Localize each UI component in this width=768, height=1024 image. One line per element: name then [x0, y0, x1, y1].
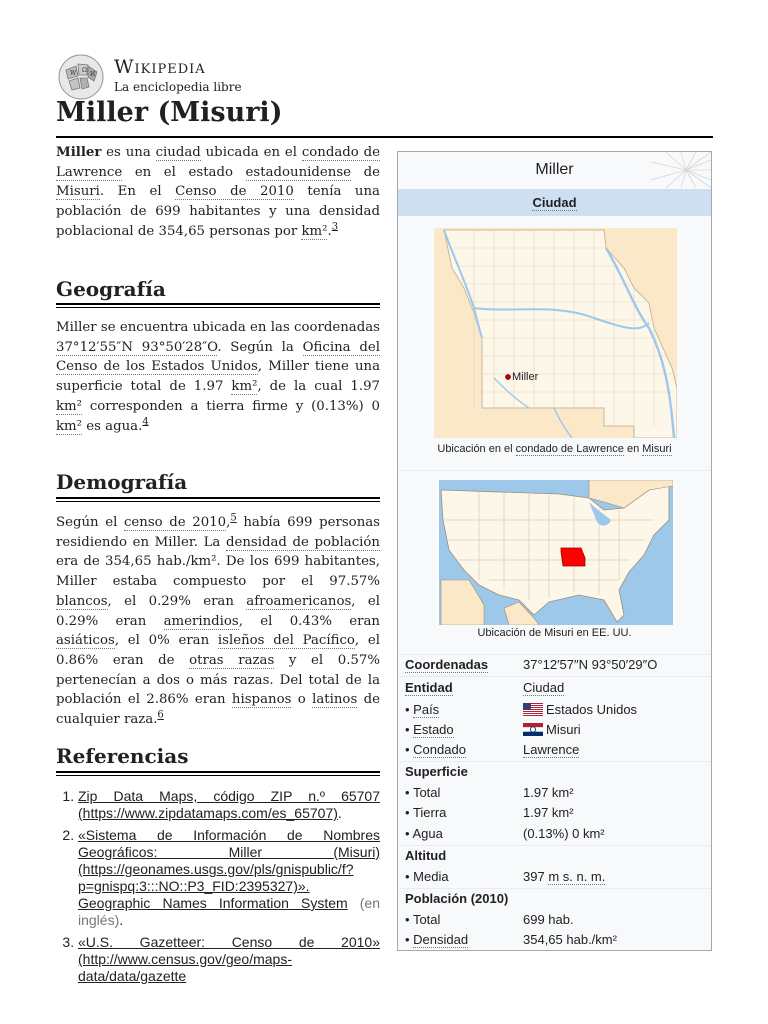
link-amerindios[interactable]: amerindios: [163, 613, 239, 629]
map1-caption: Ubicación en el condado de Lawrence en Misuri: [437, 443, 672, 455]
poblacion-total-label: Total: [412, 912, 441, 927]
wikipedia-tagline: La enciclopedia libre: [114, 80, 242, 94]
infobox-row-entidad: [398, 678, 711, 698]
usa-locator-map[interactable]: [439, 480, 673, 625]
infobox-row-superficie: [398, 762, 711, 782]
link-km2[interactable]: km²: [231, 379, 258, 395]
reference-link[interactable]: Zip Data Maps, código ZIP n.º 65707 (https://www.zipdatamaps.com/es_65707): [78, 788, 380, 821]
reference-item: 2. «Sistema de Información de Nombres Geográficos: Miller (Misuri) (https://geonames.usgs.gov/pls/gnispublic/f?p=gnispq:3:::NO::P3_FID:2395327)». Geographic Names Information System (en inglés).: [78, 827, 380, 929]
infobox-title: Miller: [398, 152, 711, 188]
svg-text:W: W: [70, 70, 77, 77]
link-estadounidense[interactable]: estadounidense: [245, 164, 352, 180]
link-latinos[interactable]: latinos: [312, 692, 358, 708]
svg-text:Ω: Ω: [82, 67, 87, 74]
tierra-value: 1.97 km²: [523, 805, 574, 820]
link-oficina-censo[interactable]: Oficina del Censo de los Estados Unidos: [56, 339, 380, 375]
heading-geografia: Geografía: [56, 277, 166, 301]
infobox-row-media: • Media 397 m s. n. m.: [405, 869, 606, 884]
entidad-value[interactable]: Ciudad: [523, 680, 565, 695]
poblacion-label: Población (2010): [405, 891, 509, 906]
superficie-label: Superficie: [405, 764, 468, 779]
starburst-decoration-icon: [641, 152, 711, 188]
title-divider: [56, 136, 713, 138]
link-misuri[interactable]: Misuri: [56, 184, 100, 200]
reference-link[interactable]: «Sistema de Información de Nombres Geográficos: Miller (Misuri) (https://geonames.usgs.gov/pls/gnispublic/f?p=gnispq:3:::NO::P3_FID:2395327)». Geographic Names Information System: [78, 827, 380, 911]
infobox-row-estado: • Estado Misuri: [405, 722, 581, 737]
geografia-paragraph: Miller se encuentra ubicada en las coordenadas 37°12′55″N 93°50′28″O. Según la Oficina del Censo de los Estados Unidos, Miller tiene una superficie total de 1.97 km², de la cual 1.97 km² corresponden a tierra firme y (0.13%) 0 km² es agua.$^4$: [56, 320, 380, 434]
link-km2[interactable]: km²: [56, 398, 82, 414]
pais-label[interactable]: País: [413, 702, 440, 717]
ref-4[interactable]: 4: [142, 416, 149, 428]
densidad-label[interactable]: Densidad: [413, 932, 469, 947]
heading-rule: [56, 771, 380, 776]
reference-link[interactable]: «U.S. Gazetteer: Censo de 2010» (http://www.census.gov/geo/maps-data/data/gazette: [78, 934, 380, 984]
demografia-paragraph: Según el censo de 2010,$^5$ había 699 personas residiendo en Miller. La densidad de población era de 354,65 hab./km². De los 699 habitantes, Miller estaba compuesto por el 97.57% blancos, el 0.29% eran afroamericanos, el 0.29% eran amerindios, el 0.43% eran asiáticos, el 0% eran isleños del Pacífico, el 0.86% eran de otras razas y el 0.57% pertenecían a dos o más razas. Del total de la población el 2.86% eran hispanos o latinos de cualquier raza.$^6$: [56, 512, 381, 728]
infobox-row-altitud: [398, 846, 711, 866]
pais-value[interactable]: Estados Unidos: [546, 702, 638, 717]
media-label: Media: [413, 869, 449, 884]
link-condado[interactable]: condado de Lawrence: [56, 145, 380, 180]
link-hispanos[interactable]: hispanos: [231, 692, 292, 708]
condado-label[interactable]: Condado: [413, 742, 466, 757]
media-number: 397: [523, 869, 549, 884]
usa-flag-icon: [523, 703, 543, 716]
missouri-flag-icon: [523, 723, 543, 736]
entidad-label[interactable]: Entidad: [405, 680, 453, 695]
link-ciudad[interactable]: ciudad: [155, 145, 201, 160]
subject-name: Miller: [56, 145, 102, 160]
condado-value[interactable]: Lawrence: [523, 742, 580, 757]
missouri-locator-map[interactable]: [434, 228, 677, 438]
infobox: [397, 151, 712, 951]
link-densidad-poblacion[interactable]: densidad de población: [225, 534, 380, 550]
densidad-value: 354,65 hab./km²: [523, 932, 617, 947]
infobox-type-band: [398, 189, 711, 216]
link-ciudad[interactable]: Ciudad: [532, 195, 577, 210]
link-coordenadas[interactable]: 37°12′55″N 93°50′28″O: [56, 339, 218, 355]
svg-text:И: И: [90, 71, 96, 78]
link-misuri[interactable]: Misuri: [642, 443, 672, 455]
agua-label: Agua: [412, 826, 443, 841]
agua-value: (0.13%) 0 km²: [523, 826, 605, 841]
infobox-row-agua: • Agua (0.13%) 0 km²: [405, 826, 605, 841]
link-condado-lawrence[interactable]: condado de Lawrence: [515, 443, 624, 455]
heading-rule: [56, 497, 380, 502]
infobox-row-densidad: • Densidad 354,65 hab./km²: [405, 932, 617, 947]
link-afroamericanos[interactable]: afroamericanos: [246, 593, 352, 609]
estado-label[interactable]: Estado: [413, 722, 454, 737]
ref-3[interactable]: 3: [331, 221, 339, 233]
references-list: [56, 788, 380, 990]
link-asiaticos[interactable]: asiáticos: [56, 633, 115, 649]
link-censo-2010[interactable]: censo de 2010: [123, 515, 227, 530]
infobox-row-superficie-total: • Total 1.97 km²: [405, 785, 574, 800]
poblacion-total-value: 699 hab.: [523, 912, 574, 927]
link-censo-2010[interactable]: Censo de 2010: [175, 184, 294, 200]
altitud-label: Altitud: [405, 848, 447, 863]
link-km2[interactable]: km²: [301, 223, 328, 239]
reference-item: 1. Zip Data Maps, código ZIP n.º 65707 (https://www.zipdatamaps.com/es_65707).: [78, 788, 380, 822]
superficie-total-value: 1.97 km²: [523, 785, 574, 800]
infobox-row-poblacion: [398, 889, 711, 909]
estado-value[interactable]: Misuri: [546, 722, 581, 737]
intro-paragraph: Miller es una ciudad ubicada en el condado de Lawrence en el estado estadounidense de Misuri. En el Censo de 2010 tenía una población de 699 habitantes y una densidad poblacional de 354,65 personas por km².$^3$: [56, 145, 380, 239]
link-km2[interactable]: km²: [56, 418, 82, 434]
heading-referencias: Referencias: [56, 744, 189, 768]
ref-6[interactable]: 6: [157, 709, 164, 721]
heading-rule: [56, 303, 380, 308]
superficie-total-label: Total: [412, 785, 441, 800]
heading-demografia: Demografía: [56, 470, 188, 494]
page-title: Miller (Misuri): [56, 97, 283, 128]
msnm-link[interactable]: m s. n. m.: [548, 869, 606, 884]
tierra-label: Tierra: [412, 805, 447, 820]
map-city-label: Miller: [512, 371, 539, 383]
link-otras-razas[interactable]: otras razas: [189, 652, 275, 668]
infobox-row-condado: • Condado Lawrence: [405, 742, 580, 757]
coordenadas-label[interactable]: Coordenadas: [405, 657, 489, 672]
wikipedia-wordmark[interactable]: Wikipedia: [114, 56, 206, 78]
link-blancos[interactable]: blancos: [56, 593, 108, 609]
coordenadas-value[interactable]: 37°12′57″N 93°50′29″O: [523, 657, 658, 672]
infobox-row-pais: • País Estados Unidos: [405, 702, 638, 717]
wikipedia-globe-icon[interactable]: [56, 52, 106, 102]
map2-caption: Ubicación de Misuri en EE. UU.: [477, 627, 632, 639]
infobox-divider: [398, 470, 711, 471]
infobox-divider: [398, 676, 711, 677]
infobox-row-coordenadas: [398, 655, 711, 675]
infobox-row-poblacion-total: • Total 699 hab.: [405, 912, 574, 927]
infobox-row-tierra: • Tierra 1.97 km²: [405, 805, 574, 820]
ref-5[interactable]: 5: [230, 512, 237, 524]
link-islenos-pacifico[interactable]: isleños del Pacífico: [217, 633, 355, 649]
reference-item: [78, 934, 380, 985]
